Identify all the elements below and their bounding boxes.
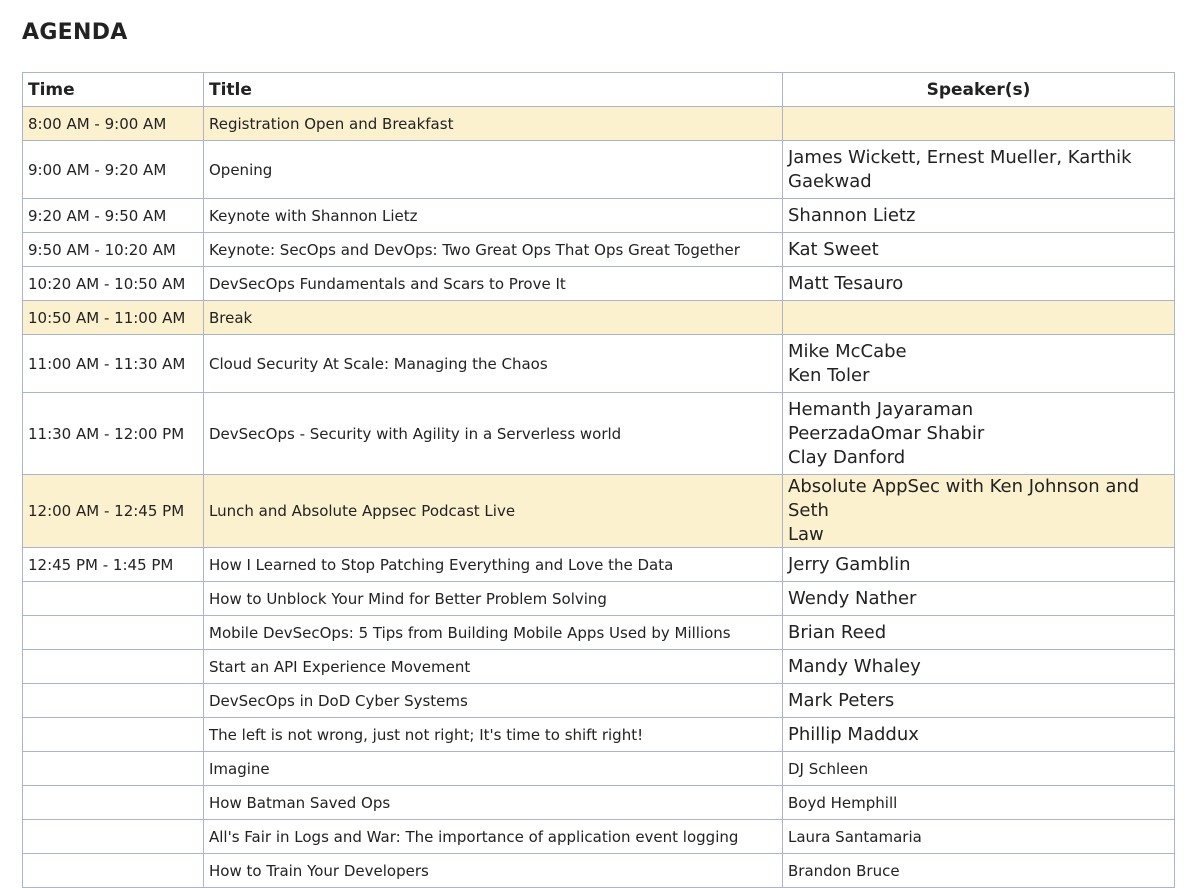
speaker-name: Matt Tesauro: [788, 272, 904, 294]
speaker-name: James Wickett, Ernest Mueller, Karthik: [788, 146, 1132, 168]
header-title: Title: [204, 73, 783, 107]
cell-time: 10:20 AM - 10:50 AM: [23, 267, 204, 301]
cell-speakers: [783, 650, 1175, 684]
table-row: [23, 820, 1175, 854]
table-row: [23, 475, 1175, 548]
cell-speakers: [783, 199, 1175, 233]
cell-time: [23, 616, 204, 650]
cell-time: 11:00 AM - 11:30 AM: [23, 335, 204, 393]
cell-speakers: [783, 233, 1175, 267]
cell-speakers: [783, 684, 1175, 718]
cell-title: How to Unblock Your Mind for Better Problem Solving: [204, 582, 783, 616]
table-row: [23, 684, 1175, 718]
table-row: [23, 616, 1175, 650]
agenda-table: [22, 72, 1175, 888]
cell-title: Cloud Security At Scale: Managing the Chaos: [204, 335, 783, 393]
speaker-name: Absolute AppSec with Ken Johnson and Seth: [788, 476, 1140, 521]
cell-speakers: [783, 616, 1175, 650]
speaker-name: Mike McCabe: [788, 340, 907, 362]
cell-time: 12:45 PM - 1:45 PM: [23, 548, 204, 582]
cell-time: 9:20 AM - 9:50 AM: [23, 199, 204, 233]
speaker-name: Ken Toler: [788, 364, 870, 386]
agenda-body: [23, 107, 1175, 888]
table-row: [23, 267, 1175, 301]
speaker-name: Boyd Hemphill: [788, 793, 898, 812]
speaker-name: Brandon Bruce: [788, 861, 900, 880]
cell-title: How to Train Your Developers: [204, 854, 783, 888]
cell-time: 9:50 AM - 10:20 AM: [23, 233, 204, 267]
table-row: [23, 752, 1175, 786]
speaker-name: Brian Reed: [788, 621, 887, 643]
speaker-name: Jerry Gamblin: [788, 553, 911, 575]
cell-speakers: [783, 718, 1175, 752]
cell-title: The left is not wrong, just not right; It's time to shift right!: [204, 718, 783, 752]
table-row: [23, 718, 1175, 752]
cell-time: 12:00 AM - 12:45 PM: [23, 475, 204, 548]
cell-speakers: [783, 141, 1175, 199]
cell-speakers: [783, 548, 1175, 582]
cell-title: Opening: [204, 141, 783, 199]
cell-title: Registration Open and Breakfast: [204, 107, 783, 141]
table-row: [23, 582, 1175, 616]
speaker-name: Law: [788, 524, 824, 545]
table-row: [23, 854, 1175, 888]
cell-speakers: [783, 267, 1175, 301]
table-row: [23, 301, 1175, 335]
cell-speakers: [783, 475, 1175, 548]
cell-title: Mobile DevSecOps: 5 Tips from Building Mobile Apps Used by Millions: [204, 616, 783, 650]
cell-speakers: [783, 301, 1175, 335]
cell-title: All's Fair in Logs and War: The importance of application event logging: [204, 820, 783, 854]
table-row: [23, 199, 1175, 233]
cell-time: [23, 650, 204, 684]
speaker-name: Gaekwad: [788, 170, 872, 192]
cell-time: [23, 718, 204, 752]
speaker-name: PeerzadaOmar Shabir: [788, 422, 985, 444]
cell-title: Keynote with Shannon Lietz: [204, 199, 783, 233]
page-title: AGENDA: [22, 20, 128, 45]
cell-speakers: [783, 393, 1175, 475]
cell-time: [23, 752, 204, 786]
speaker-name: Phillip Maddux: [788, 723, 919, 745]
speaker-name: Wendy Nather: [788, 587, 917, 609]
speaker-name: Mandy Whaley: [788, 655, 921, 677]
cell-time: [23, 854, 204, 888]
header-time: Time: [23, 73, 204, 107]
cell-title: Keynote: SecOps and DevOps: Two Great Ops That Ops Great Together: [204, 233, 783, 267]
cell-time: [23, 820, 204, 854]
cell-time: 11:30 AM - 12:00 PM: [23, 393, 204, 475]
header-speakers: Speaker(s): [783, 73, 1175, 107]
cell-title: DevSecOps Fundamentals and Scars to Prove It: [204, 267, 783, 301]
cell-title: Start an API Experience Movement: [204, 650, 783, 684]
cell-title: Break: [204, 301, 783, 335]
cell-time: 9:00 AM - 9:20 AM: [23, 141, 204, 199]
cell-time: [23, 786, 204, 820]
cell-time: 8:00 AM - 9:00 AM: [23, 107, 204, 141]
cell-title: Lunch and Absolute Appsec Podcast Live: [204, 475, 783, 548]
speaker-name: Mark Peters: [788, 689, 895, 711]
speaker-name: Kat Sweet: [788, 238, 879, 260]
cell-speakers: [783, 820, 1175, 854]
cell-speakers: [783, 752, 1175, 786]
table-row: [23, 141, 1175, 199]
cell-title: How Batman Saved Ops: [204, 786, 783, 820]
table-row: [23, 548, 1175, 582]
table-row: [23, 393, 1175, 475]
table-row: [23, 335, 1175, 393]
speaker-name: Laura Santamaria: [788, 827, 922, 846]
cell-speakers: [783, 335, 1175, 393]
speaker-name: DJ Schleen: [788, 759, 869, 778]
speaker-name: Shannon Lietz: [788, 204, 916, 226]
cell-title: DevSecOps - Security with Agility in a Serverless world: [204, 393, 783, 475]
table-row: [23, 650, 1175, 684]
cell-time: [23, 582, 204, 616]
table-row: [23, 233, 1175, 267]
cell-speakers: [783, 582, 1175, 616]
speaker-name: Clay Danford: [788, 446, 906, 468]
cell-speakers: [783, 107, 1175, 141]
cell-speakers: [783, 854, 1175, 888]
table-row: [23, 786, 1175, 820]
cell-time: 10:50 AM - 11:00 AM: [23, 301, 204, 335]
cell-title: DevSecOps in DoD Cyber Systems: [204, 684, 783, 718]
cell-speakers: [783, 786, 1175, 820]
cell-title: Imagine: [204, 752, 783, 786]
cell-title: How I Learned to Stop Patching Everything and Love the Data: [204, 548, 783, 582]
speaker-name: Hemanth Jayaraman: [788, 398, 974, 420]
table-row: [23, 107, 1175, 141]
table-header-row: [23, 73, 1175, 107]
cell-time: [23, 684, 204, 718]
